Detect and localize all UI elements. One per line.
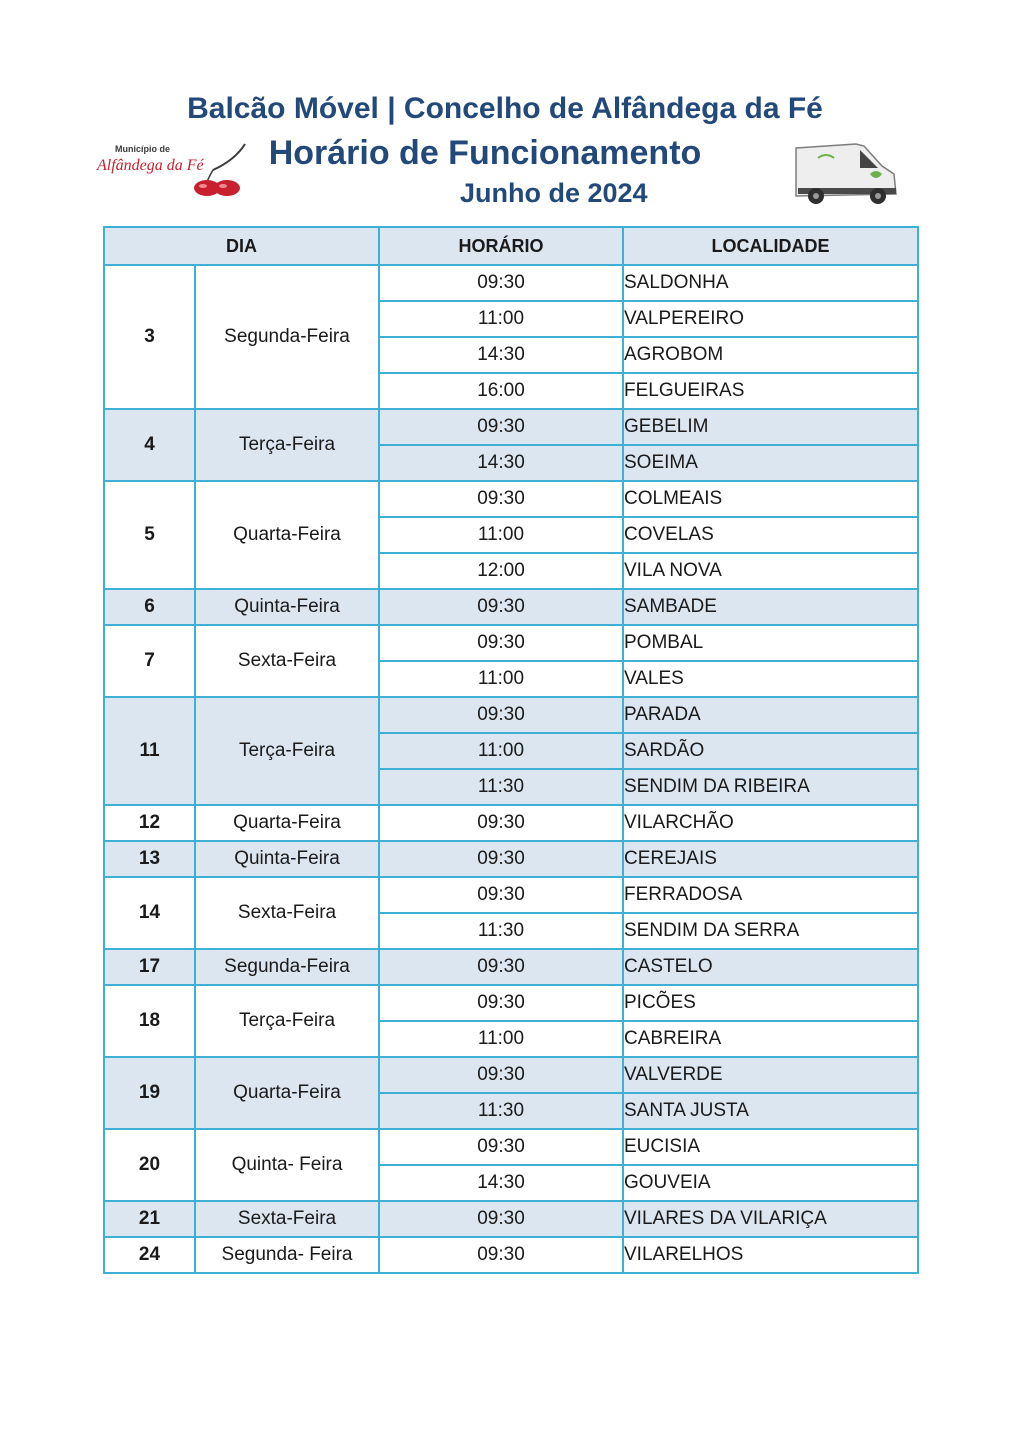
time-cell: 14:30	[379, 1165, 623, 1201]
location-cell: CABREIRA	[623, 1021, 918, 1057]
location-cell: CASTELO	[623, 949, 918, 985]
time-cell: 09:30	[379, 409, 623, 445]
day-number: 3	[104, 265, 195, 409]
time-cell: 09:30	[379, 841, 623, 877]
day-number: 17	[104, 949, 195, 985]
time-cell: 11:00	[379, 1021, 623, 1057]
time-cell: 09:30	[379, 1129, 623, 1165]
header-dia: DIA	[104, 227, 379, 265]
location-cell: VALPEREIRO	[623, 301, 918, 337]
schedule-table	[103, 226, 919, 1274]
title-line-2: Horário de Funcionamento	[268, 134, 702, 172]
location-cell: SAMBADE	[623, 589, 918, 625]
weekday: Quinta- Feira	[195, 1129, 379, 1201]
day-number: 7	[104, 625, 195, 697]
location-cell: EUCISIA	[623, 1129, 918, 1165]
weekday: Segunda-Feira	[195, 949, 379, 985]
van-image	[790, 136, 902, 210]
location-cell: VILA NOVA	[623, 553, 918, 589]
table-row	[104, 1057, 918, 1093]
time-cell: 11:30	[379, 769, 623, 805]
day-number: 21	[104, 1201, 195, 1237]
location-cell: GOUVEIA	[623, 1165, 918, 1201]
location-cell: VALES	[623, 661, 918, 697]
time-cell: 09:30	[379, 589, 623, 625]
header-horario: HORÁRIO	[379, 227, 623, 265]
logo-top-text: Município de	[115, 144, 170, 154]
table-row	[104, 841, 918, 877]
time-cell: 11:00	[379, 517, 623, 553]
location-cell: FELGUEIRAS	[623, 373, 918, 409]
location-cell: POMBAL	[623, 625, 918, 661]
location-cell: VILARCHÃO	[623, 805, 918, 841]
time-cell: 14:30	[379, 445, 623, 481]
weekday: Segunda-Feira	[195, 265, 379, 409]
location-cell: AGROBOM	[623, 337, 918, 373]
time-cell: 09:30	[379, 985, 623, 1021]
weekday: Quarta-Feira	[195, 1057, 379, 1129]
time-cell: 09:30	[379, 481, 623, 517]
day-number: 19	[104, 1057, 195, 1129]
weekday: Sexta-Feira	[195, 625, 379, 697]
location-cell: CEREJAIS	[623, 841, 918, 877]
location-cell: GEBELIM	[623, 409, 918, 445]
location-cell: FERRADOSA	[623, 877, 918, 913]
location-cell: VILARELHOS	[623, 1237, 918, 1273]
time-cell: 09:30	[379, 697, 623, 733]
time-cell: 09:30	[379, 1237, 623, 1273]
time-cell: 09:30	[379, 805, 623, 841]
table-row	[104, 877, 918, 913]
logo-script-text: Alfândega da Fé	[97, 157, 204, 174]
table-row	[104, 1129, 918, 1165]
time-cell: 09:30	[379, 1201, 623, 1237]
location-cell: COLMEAIS	[623, 481, 918, 517]
municipality-logo	[95, 140, 255, 200]
schedule-body	[104, 265, 918, 1273]
time-cell: 11:00	[379, 733, 623, 769]
table-row	[104, 265, 918, 301]
time-cell: 16:00	[379, 373, 623, 409]
day-number: 11	[104, 697, 195, 805]
time-cell: 11:30	[379, 1093, 623, 1129]
weekday: Terça-Feira	[195, 697, 379, 805]
location-cell: SANTA JUSTA	[623, 1093, 918, 1129]
day-number: 5	[104, 481, 195, 589]
location-cell: VALVERDE	[623, 1057, 918, 1093]
weekday: Terça-Feira	[195, 985, 379, 1057]
table-row	[104, 1237, 918, 1273]
location-cell: PARADA	[623, 697, 918, 733]
time-cell: 11:00	[379, 301, 623, 337]
title-line-1: Balcão Móvel | Concelho de Alfândega da Fé	[187, 92, 823, 125]
title-line-3: Junho de 2024	[460, 178, 648, 208]
weekday: Quinta-Feira	[195, 841, 379, 877]
location-cell: SENDIM DA SERRA	[623, 913, 918, 949]
time-cell: 11:00	[379, 661, 623, 697]
weekday: Quarta-Feira	[195, 805, 379, 841]
location-cell: SOEIMA	[623, 445, 918, 481]
header-localidade: LOCALIDADE	[623, 227, 918, 265]
location-cell: PICÕES	[623, 985, 918, 1021]
weekday: Sexta-Feira	[195, 877, 379, 949]
day-number: 14	[104, 877, 195, 949]
time-cell: 09:30	[379, 877, 623, 913]
table-row	[104, 409, 918, 445]
day-number: 20	[104, 1129, 195, 1201]
location-cell: VILARES DA VILARIÇA	[623, 1201, 918, 1237]
day-number: 13	[104, 841, 195, 877]
table-row	[104, 589, 918, 625]
time-cell: 11:30	[379, 913, 623, 949]
time-cell: 09:30	[379, 265, 623, 301]
table-row	[104, 985, 918, 1021]
weekday: Terça-Feira	[195, 409, 379, 481]
time-cell: 09:30	[379, 1057, 623, 1093]
location-cell: COVELAS	[623, 517, 918, 553]
weekday: Segunda- Feira	[195, 1237, 379, 1273]
time-cell: 14:30	[379, 337, 623, 373]
weekday: Quinta-Feira	[195, 589, 379, 625]
day-number: 4	[104, 409, 195, 481]
table-row	[104, 481, 918, 517]
weekday: Quarta-Feira	[195, 481, 379, 589]
day-number: 12	[104, 805, 195, 841]
header-row	[104, 227, 918, 265]
location-cell: SALDONHA	[623, 265, 918, 301]
weekday: Sexta-Feira	[195, 1201, 379, 1237]
table-row	[104, 805, 918, 841]
time-cell: 12:00	[379, 553, 623, 589]
table-row	[104, 697, 918, 733]
time-cell: 09:30	[379, 625, 623, 661]
location-cell: SARDÃO	[623, 733, 918, 769]
table-row	[104, 949, 918, 985]
day-number: 24	[104, 1237, 195, 1273]
day-number: 18	[104, 985, 195, 1057]
time-cell: 09:30	[379, 949, 623, 985]
table-row	[104, 625, 918, 661]
table-row	[104, 1201, 918, 1237]
day-number: 6	[104, 589, 195, 625]
location-cell: SENDIM DA RIBEIRA	[623, 769, 918, 805]
